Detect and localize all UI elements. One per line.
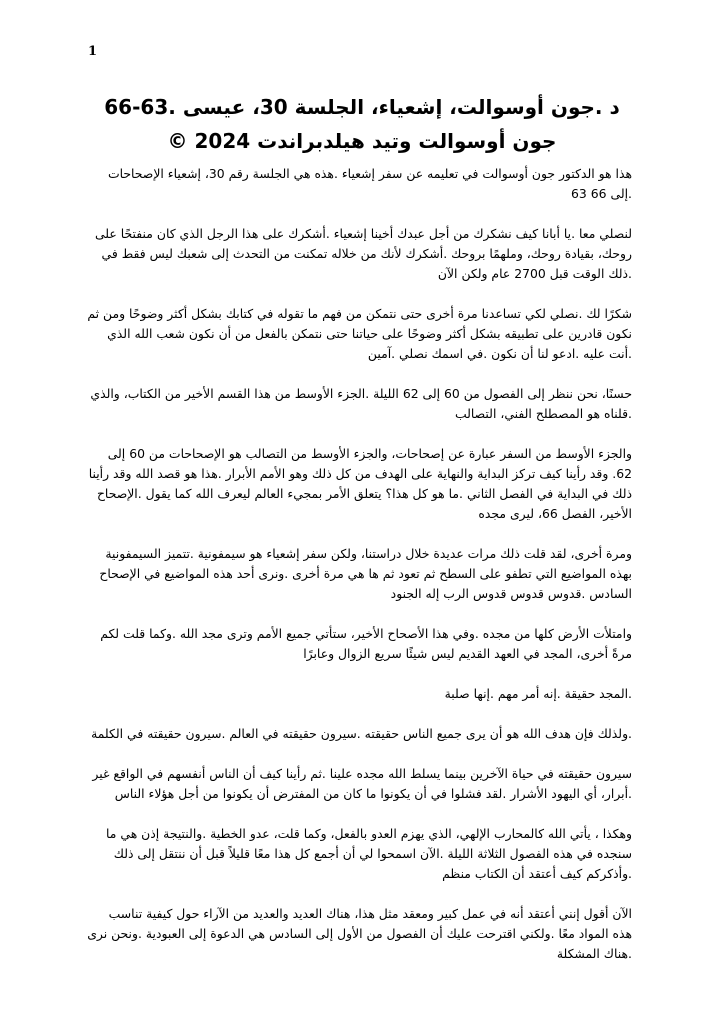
paragraph-9: .ولذلك فإن هدف الله هو أن يرى جميع الناس حقيقته .سيرون حقيقته في العالم .سيرون حقيقته في الكلمة: [91, 726, 632, 741]
document-body: [86, 164, 632, 984]
paragraph-4: حسنًا، نحن ننظر إلى الفصول من 60 إلى 62 الليلة .الجزء الأوسط من هذا القسم الأخير من الكتاب، والذي .قلناه هو المصطلح الفني، التصالب: [90, 386, 632, 421]
paragraph-12: الآن أقول إنني أعتقد أنه في عمل كبير ومعقد مثل هذا، هناك العديد والعديد من الآراء حول كيفية تناسب هذه المواد معًا .ولكني اقترحت عليك أن الفصول من الأول إلى السادس هي الدعوة إلى العبودية .ونحن نرى .هناك المشكلة: [87, 906, 632, 961]
paragraph-2: لنصلي معا .يا أبانا كيف نشكرك من أجل عبدك أخينا إشعياء .أشكرك على هذا الرجل الذي كان منفتحًا على روحك، بقيادة روحك، وملهمًا بروحك .أشكرك لأنك من خلاله تمكنت من التحدث إلى شعبك ليس فقط في .ذلك الوقت قبل 2700 عام ولكن الآن: [94, 226, 632, 281]
paragraph-10: سيرون حقيقته في حياة الآخرين بينما يسلط الله مجده علينا .ثم رأينا كيف أن الناس أنفسهم في الواقع غير .أبرار، أي اليهود الأشرار .لقد فشلوا في أن يكونوا ما كان من المفترض أن يكونوا من أجل هؤلاء الناس: [92, 766, 632, 801]
paragraph-3: شكرًا لك .نصلي لكي تساعدنا مرة أخرى حتى نتمكن من فهم ما تقوله في كتابك بشكل أكثر وضوحًا ومن ثم نكون قادرين على تطبيقه بشكل أكثر وضوحًا على حياتنا حتى نتمكن بالفعل من أن نكون شعب الله الذي .أنت عليه .ادعو لنا أن نكون .في اسمك نصلي .آمين: [87, 306, 632, 361]
paragraph-7: وامتلأت الأرض كلها من مجده .وفي هذا الأصحاح الأخير، ستأتي جميع الأمم وترى مجد الله .وكما قلت لكم مرةً أخرى، المجد في العهد القديم ليس شيئًا سريع الزوال وعابرًا: [100, 626, 632, 661]
document-title: [80, 90, 644, 158]
title-line-2: جون أوسوالت وتيد هيلدبراندت 2024 ©: [167, 129, 557, 153]
paragraph-11: وهكذا ، يأتي الله كالمحارب الإلهي، الذي يهزم العدو بالفعل، وكما قلت، عدو الخطية .والنتيجة إذن هي ما سنجده في هذه الفصول الثلاثة الليلة .الآن اسمحوا لي أن أجمع كل هذا معًا قليلاً قبل أن ننتقل إلى ذلك .وأذكركم كيف أعتقد أن الكتاب منظم: [106, 826, 632, 881]
paragraph-1: هذا هو الدكتور جون أوسوالت في تعليمه عن سفر إشعياء .هذه هي الجلسة رقم 30، إشعياء الإصحاحات .إلى 66 63: [107, 166, 632, 201]
page-number: 1: [88, 44, 98, 59]
paragraph-6: ومرة أخرى، لقد قلت ذلك مرات عديدة خلال دراستنا، ولكن سفر إشعياء هو سيمفونية .تتميز السيمفونية بهذه المواضيع التي تطفو على السطح ثم تعود ثم ها هي مرة أخرى .ونرى أحد هذه المواضيع في الإصحاح السادس .قدوس قدوس قدوس الرب إله الجنود: [99, 546, 632, 601]
paragraph-8: .المجد حقيقة .إنه أمر مهم .إنها صلبة: [444, 686, 632, 701]
paragraph-5: والجزء الأوسط من السفر عبارة عن إصحاحات، والجزء الأوسط من التصالب هو الإصحاحات من 60 إلى 62. وقد رأينا كيف تركز البداية والنهاية على الهدف من كل ذلك وهو الأمم الأبرار .هذا هو قصد الله وقد رأينا ذلك في البداية في الفصل الثاني .ما هو كل هذا؟ يتعلق الأمر بمجيء العالم ليعرف الله كما يقول .الإصحاح الأخير، الفصل 66، ليرى مجده: [88, 446, 632, 521]
title-line-1: د .جون أوسوالت، إشعياء، الجلسة 30، عيسى .63-66: [104, 95, 620, 119]
